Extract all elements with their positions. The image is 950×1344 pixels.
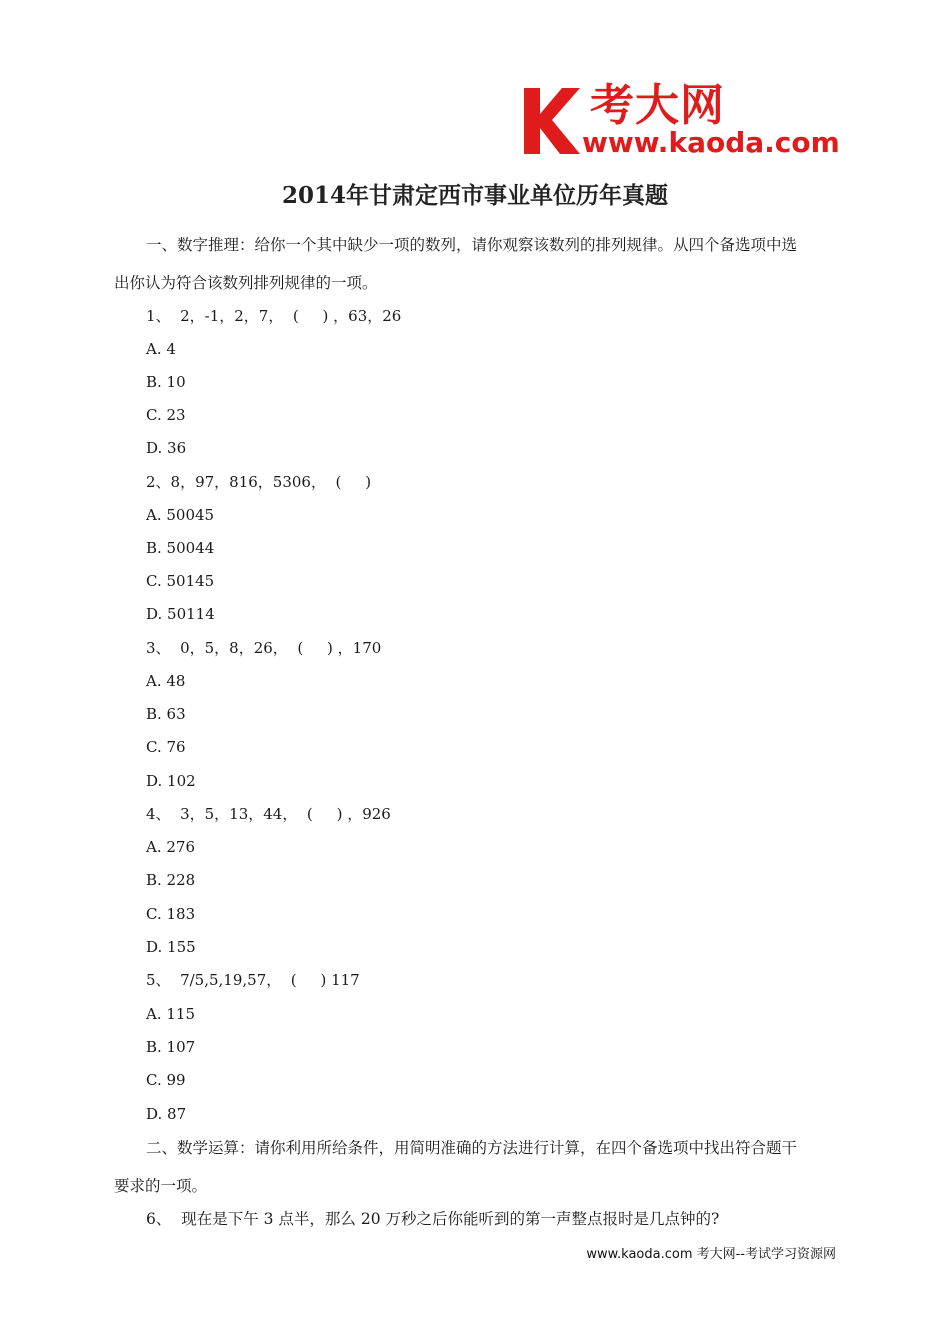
list-item: C. 183	[146, 905, 196, 923]
list-item: 4、 3，5，13，44， ( ) ，926	[146, 805, 391, 823]
list-item: B. 50044	[146, 539, 215, 557]
section1-line2: 出你认为符合该数列排列规律的一项。	[114, 274, 378, 292]
list-item: B. 63	[146, 705, 186, 723]
question-6: 6、 现在是下午 3 点半，那么 20 万秒之后你能听到的第一声整点报时是几点钟的?	[146, 1210, 720, 1228]
list-item: C. 76	[146, 738, 186, 756]
page-footer: www.kaoda.com 考大网--考试学习资源网	[586, 1247, 836, 1262]
list-item: A. 115	[146, 1005, 195, 1023]
list-item: 1、 2，-1，2，7， ( ) ，63，26	[146, 307, 402, 325]
logo-chinese-text: 考大网	[590, 80, 725, 131]
list-item: A. 276	[146, 838, 195, 856]
section1-intro	[114, 226, 838, 302]
logo-url-text: www.kaoda.com	[582, 126, 840, 159]
list-item: D. 87	[146, 1105, 187, 1123]
list-item: 2、8，97，816，5306， ( )	[146, 473, 372, 491]
section2-line2: 要求的一项。	[114, 1177, 208, 1195]
kaoda-logo	[522, 80, 842, 162]
list-item: A. 48	[146, 672, 186, 690]
list-item: B. 107	[146, 1038, 196, 1056]
list-item: D. 36	[146, 439, 187, 457]
list-item: C. 50145	[146, 572, 215, 590]
k-logo-icon	[522, 86, 584, 156]
list-item: D. 102	[146, 772, 196, 790]
list-item: A. 50045	[146, 506, 215, 524]
section1-line1: 一、数字推理：给你一个其中缺少一项的数列，请你观察该数列的排列规律。从四个备选项中选	[146, 236, 798, 254]
list-item: C. 23	[146, 406, 186, 424]
list-item: D. 50114	[146, 605, 215, 623]
list-item: A. 4	[146, 340, 176, 358]
section2-line1: 二、数学运算：请你利用所给条件，用简明准确的方法进行计算，在四个备选项中找出符合题干	[146, 1139, 798, 1157]
section2-intro	[114, 1129, 838, 1205]
page-title: 2014年甘肃定西市事业单位历年真题	[281, 182, 668, 209]
list-item: B. 10	[146, 373, 186, 391]
list-item: C. 99	[146, 1071, 186, 1089]
list-item: D. 155	[146, 938, 196, 956]
list-item: B. 228	[146, 871, 196, 889]
list-item: 3、 0，5，8，26， ( ) ，170	[146, 639, 382, 657]
list-item: 5、 7/5,5,19,57， ( ) 117	[146, 971, 360, 989]
